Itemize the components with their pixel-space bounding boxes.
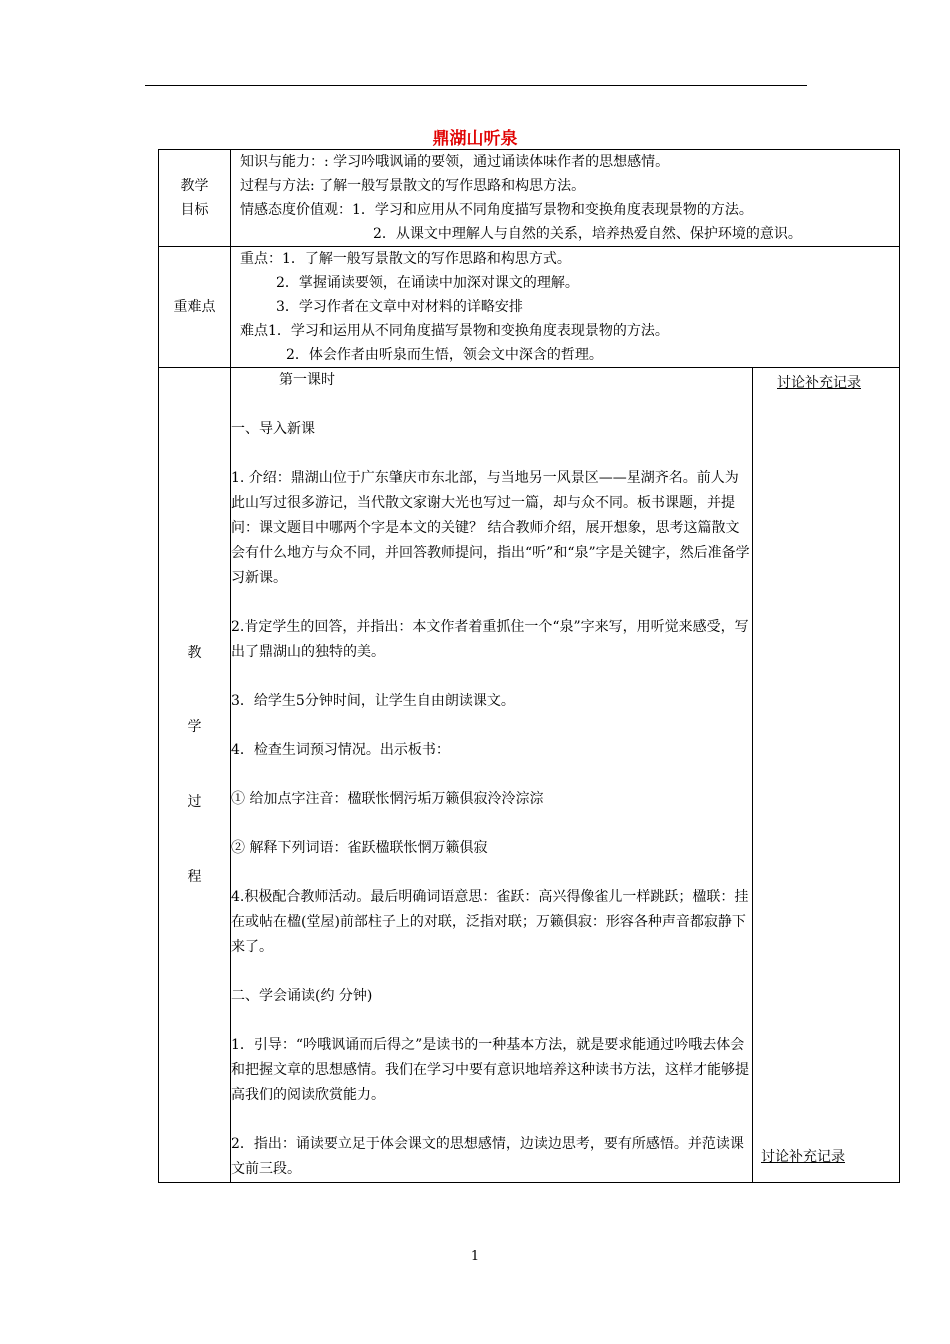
page-number: 1 bbox=[470, 1249, 480, 1264]
discussion-notes-column bbox=[753, 368, 900, 1183]
process-paragraph: 1．引导：“吟哦讽诵而后得之”是读书的一种基本方法，就是要求能通过吟哦去体会和把握文章的思想感情。我们在学习中要有意识地培养这种读书方法，这样才能够提高我们的阅读欣赏能力。 bbox=[231, 1037, 749, 1103]
key-points-content bbox=[231, 247, 900, 368]
key-point-line: 3．学习作者在文章中对材料的详略安排 bbox=[276, 299, 523, 315]
process-label-char: 过 bbox=[187, 794, 202, 810]
key-point-line: 2．掌握诵读要领，在诵读中加深对课文的理解。 bbox=[276, 275, 579, 291]
objective-line: 过程与方法: 了解一般写景散文的写作思路和构思方法。 bbox=[240, 178, 586, 194]
lesson-plan-table bbox=[158, 149, 900, 1183]
document-title: 鼎湖山听泉 bbox=[432, 129, 518, 149]
objective-line: 2．从课文中理解人与自然的关系，培养热爱自然、保护环境的意识。 bbox=[373, 226, 802, 242]
discussion-notes-label-top: 讨论补充记录 bbox=[777, 375, 861, 391]
objective-line: 知识与能力：: 学习吟哦讽诵的要领，通过诵读体味作者的思想感情。 bbox=[240, 154, 670, 170]
key-point-line: 重点：1．了解一般写景散文的写作思路和构思方式。 bbox=[240, 251, 571, 267]
objectives-content bbox=[231, 150, 900, 247]
objective-line: 情感态度价值观：1．学习和应用从不同角度描写景物和变换角度表现景物的方法。 bbox=[240, 202, 753, 218]
key-points-label: 重难点 bbox=[159, 247, 231, 368]
key-point-line: 2．体会作者由听泉而生悟，领会文中深含的哲理。 bbox=[286, 347, 603, 363]
process-label-char: 学 bbox=[187, 719, 202, 735]
process-paragraph: ① 给加点字注音：楹联怅惘污垢万籁俱寂泠泠淙淙 bbox=[231, 791, 544, 807]
section-heading: 二、学会诵读(约 分钟) bbox=[231, 988, 373, 1004]
process-paragraph: 3．给学生5分钟时间，让学生自由朗读课文。 bbox=[231, 693, 515, 709]
process-paragraph: 2．指出：诵读要立足于体会课文的思想感情，边读边思考，要有所感悟。并范读课文前三段。 bbox=[231, 1136, 744, 1177]
process-row bbox=[159, 368, 900, 1183]
objectives-row bbox=[159, 150, 900, 247]
section-heading: 一、导入新课 bbox=[231, 421, 315, 437]
header-rule bbox=[145, 85, 807, 86]
process-label bbox=[159, 368, 231, 1183]
process-content bbox=[231, 368, 753, 1183]
process-paragraph: 2.肯定学生的回答，并指出：本文作者着重抓住一个“泉”字来写，用听觉来感受，写出了鼎湖山的独特的美。 bbox=[231, 619, 749, 660]
process-paragraph: 4．检查生词预习情况。出示板书： bbox=[231, 742, 450, 758]
lesson-heading: 第一课时 bbox=[279, 372, 335, 388]
process-label-char: 教 bbox=[187, 645, 202, 661]
process-label-char: 程 bbox=[187, 869, 202, 885]
objectives-label: 教学 目标 bbox=[159, 150, 231, 247]
key-points-row bbox=[159, 247, 900, 368]
process-paragraph: 4.积极配合教师活动。最后明确词语意思：雀跃：高兴得像雀儿一样跳跃；楹联：挂在或帖在楹(堂屋)前部柱子上的对联，泛指对联；万籁俱寂：形容各种声音都寂静下来了。 bbox=[231, 889, 749, 955]
process-paragraph: 1. 介绍：鼎湖山位于广东肇庆市东北部，与当地另一风景区——星湖齐名。前人为此山写过很多游记，当代散文家谢大光也写过一篇，却与众不同。板书课题，并提问：课文题目中哪两个字是本文的关键？ 结合教师介绍，展开想象，思考这篇散文会有什么地方与众不同，并回答教师提问，指出“听”和“泉”字是关键字，然后准备学习新课。 bbox=[231, 470, 750, 586]
process-paragraph: ② 解释下列词语：雀跃楹联怅惘万籁俱寂 bbox=[231, 840, 488, 856]
key-point-line: 难点1．学习和运用从不同角度描写景物和变换角度表现景物的方法。 bbox=[240, 323, 669, 339]
discussion-notes-label-bottom: 讨论补充记录 bbox=[761, 1149, 845, 1165]
